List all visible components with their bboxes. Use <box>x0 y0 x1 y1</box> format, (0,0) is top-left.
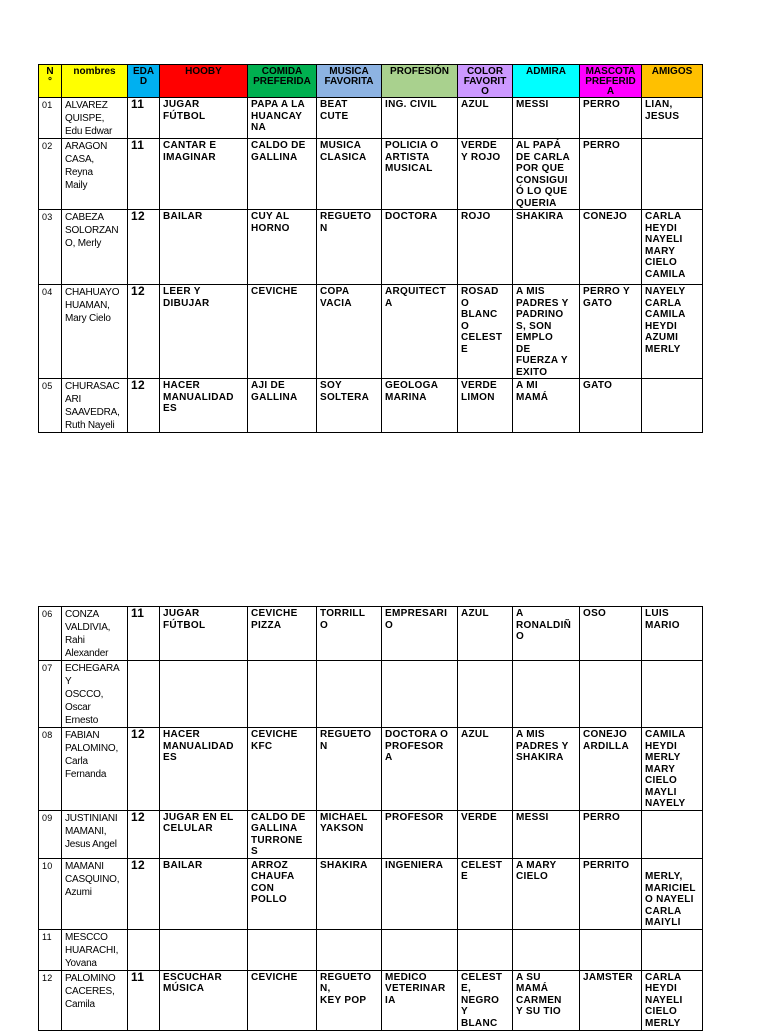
admires-cell: AL PAPÁ DE CARLA POR QUE CONSIGUI Ó LO QUE QUERIA <box>513 139 580 210</box>
music-cell: SOY SOLTERA <box>317 379 382 433</box>
friends-cell: CAMILA HEYDI MERLY MARY CIELO MAYLI NAYELY <box>642 728 703 811</box>
friends-cell <box>642 661 703 728</box>
age-cell: 12 <box>128 379 160 433</box>
friends-cell <box>642 929 703 970</box>
age-cell <box>128 661 160 728</box>
friends-cell <box>642 379 703 433</box>
music-cell: COPA VACIA <box>317 285 382 379</box>
pet-cell <box>580 661 642 728</box>
header-food: COMIDA PREFERIDA <box>248 65 317 98</box>
age-cell: 11 <box>128 970 160 1030</box>
music-cell: REGUETO N <box>317 210 382 285</box>
header-hobby: HOOBY <box>160 65 248 98</box>
pet-cell: PERRITO <box>580 858 642 929</box>
friends-cell: CARLA HEYDI NAYELI MARY CIELO CAMILA <box>642 210 703 285</box>
profession-cell: DOCTORA O PROFESOR A <box>382 728 458 811</box>
color-cell: AZUL <box>458 728 513 811</box>
pet-cell <box>580 929 642 970</box>
pet-cell: JAMSTER <box>580 970 642 1030</box>
music-cell: REGUETO N <box>317 728 382 811</box>
student-name: ARAGON CASA, Reyna Maily <box>62 139 128 210</box>
student-name: CHAHUAYO HUAMAN, Mary Cielo <box>62 285 128 379</box>
students-table-part-1 <box>38 64 703 433</box>
pet-cell: CONEJO <box>580 210 642 285</box>
header-pet: MASCOTA PREFERID A <box>580 65 642 98</box>
admires-cell <box>513 929 580 970</box>
admires-cell: A MIS PADRES Y PADRINO S, SON EMPLO DE FUERZA Y EXITO <box>513 285 580 379</box>
table-row <box>39 728 703 811</box>
header-age: EDA D <box>128 65 160 98</box>
row-number: 02 <box>39 139 62 210</box>
color-cell: AZUL <box>458 98 513 139</box>
row-number: 06 <box>39 607 62 661</box>
student-name: ECHEGARAY OSCCO, Oscar Ernesto <box>62 661 128 728</box>
profession-cell <box>382 661 458 728</box>
student-name: ALVAREZ QUISPE, Edu Edwar <box>62 98 128 139</box>
age-cell: 11 <box>128 607 160 661</box>
music-cell: REGUETO N, KEY POP <box>317 970 382 1030</box>
food-cell: PAPA A LA HUANCAY NA <box>248 98 317 139</box>
music-cell <box>317 929 382 970</box>
table-row <box>39 139 703 210</box>
hobby-cell: CANTAR E IMAGINAR <box>160 139 248 210</box>
pet-cell: PERRO Y GATO <box>580 285 642 379</box>
row-number: 11 <box>39 929 62 970</box>
age-cell: 11 <box>128 139 160 210</box>
music-cell: SHAKIRA <box>317 858 382 929</box>
hobby-cell <box>160 929 248 970</box>
admires-cell: A SU MAMÁ CARMEN Y SU TIO <box>513 970 580 1030</box>
profession-cell: ARQUITECT A <box>382 285 458 379</box>
admires-cell: A MIS PADRES Y SHAKIRA <box>513 728 580 811</box>
profession-cell: MEDICO VETERINAR IA <box>382 970 458 1030</box>
table-row <box>39 98 703 139</box>
admires-cell: A MARY CIELO <box>513 858 580 929</box>
pet-cell: PERRO <box>580 98 642 139</box>
pet-cell: OSO <box>580 607 642 661</box>
friends-cell: NAYELY CARLA CAMILA HEYDI AZUMI MERLY <box>642 285 703 379</box>
hobby-cell: BAILAR <box>160 858 248 929</box>
music-cell: MICHAEL YAKSON <box>317 810 382 858</box>
row-number: 09 <box>39 810 62 858</box>
age-cell <box>128 929 160 970</box>
color-cell: ROJO <box>458 210 513 285</box>
table-row <box>39 929 703 970</box>
profession-cell: POLICIA O ARTISTA MUSICAL <box>382 139 458 210</box>
table-row <box>39 661 703 728</box>
friends-cell: LUIS MARIO <box>642 607 703 661</box>
admires-cell: A RONALDIÑ O <box>513 607 580 661</box>
row-number: 12 <box>39 970 62 1030</box>
header-names: nombres <box>62 65 128 98</box>
pet-cell: PERRO <box>580 810 642 858</box>
pet-cell: PERRO <box>580 139 642 210</box>
admires-cell: A MI MAMÁ <box>513 379 580 433</box>
profession-cell: EMPRESARI O <box>382 607 458 661</box>
student-name: CONZA VALDIVIA, Rahi Alexander <box>62 607 128 661</box>
color-cell: VERDE Y ROJO <box>458 139 513 210</box>
music-cell <box>317 661 382 728</box>
header-profession: PROFESIÓN <box>382 65 458 98</box>
hobby-cell: JUGAR FÚTBOL <box>160 607 248 661</box>
admires-cell: MESSI <box>513 810 580 858</box>
color-cell <box>458 929 513 970</box>
table-row <box>39 858 703 929</box>
music-cell: MUSICA CLASICA <box>317 139 382 210</box>
student-name: CABEZA SOLORZAN O, Merly <box>62 210 128 285</box>
student-name: CHURASAC ARI SAAVEDRA, Ruth Nayeli <box>62 379 128 433</box>
age-cell: 12 <box>128 285 160 379</box>
color-cell <box>458 661 513 728</box>
friends-cell: LIAN, JESUS <box>642 98 703 139</box>
profession-cell: GEOLOGA MARINA <box>382 379 458 433</box>
color-cell: VERDE <box>458 810 513 858</box>
row-number: 07 <box>39 661 62 728</box>
table-row <box>39 285 703 379</box>
student-name: MESCCO HUARACHI, Yovana <box>62 929 128 970</box>
pet-cell: GATO <box>580 379 642 433</box>
admires-cell: MESSI <box>513 98 580 139</box>
profession-cell: PROFESOR <box>382 810 458 858</box>
profession-cell: ING. CIVIL <box>382 98 458 139</box>
color-cell: VERDE LIMON <box>458 379 513 433</box>
header-number: N ° <box>39 65 62 98</box>
row-number: 08 <box>39 728 62 811</box>
age-cell: 12 <box>128 728 160 811</box>
pet-cell: CONEJO ARDILLA <box>580 728 642 811</box>
table-row <box>39 379 703 433</box>
food-cell: CALDO DE GALLINA TURRONE S <box>248 810 317 858</box>
student-name: PALOMINO CACERES, Camila <box>62 970 128 1030</box>
music-cell: TORRILL O <box>317 607 382 661</box>
table-row <box>39 810 703 858</box>
admires-cell <box>513 661 580 728</box>
food-cell: CEVICHE KFC <box>248 728 317 811</box>
admires-cell: SHAKIRA <box>513 210 580 285</box>
age-cell: 12 <box>128 858 160 929</box>
student-name: FABIAN PALOMINO, Carla Fernanda <box>62 728 128 811</box>
table-row <box>39 210 703 285</box>
hobby-cell: HACER MANUALIDAD ES <box>160 728 248 811</box>
friends-cell: CARLA HEYDI NAYELI CIELO MERLY <box>642 970 703 1030</box>
food-cell: CEVICHE <box>248 970 317 1030</box>
food-cell: CEVICHE <box>248 285 317 379</box>
hobby-cell: JUGAR FÚTBOL <box>160 98 248 139</box>
row-number: 10 <box>39 858 62 929</box>
row-number: 03 <box>39 210 62 285</box>
profession-cell: DOCTORA <box>382 210 458 285</box>
food-cell <box>248 661 317 728</box>
hobby-cell: ESCUCHAR MÚSICA <box>160 970 248 1030</box>
hobby-cell: LEER Y DIBUJAR <box>160 285 248 379</box>
food-cell: AJI DE GALLINA <box>248 379 317 433</box>
age-cell: 12 <box>128 810 160 858</box>
header-color: COLOR FAVORIT O <box>458 65 513 98</box>
music-cell: BEAT CUTE <box>317 98 382 139</box>
color-cell: ROSAD O BLANC O CELEST E <box>458 285 513 379</box>
food-cell: CEVICHE PIZZA <box>248 607 317 661</box>
profession-cell <box>382 929 458 970</box>
color-cell: AZUL <box>458 607 513 661</box>
food-cell: ARROZ CHAUFA CON POLLO <box>248 858 317 929</box>
hobby-cell: JUGAR EN EL CELULAR <box>160 810 248 858</box>
row-number: 01 <box>39 98 62 139</box>
row-number: 04 <box>39 285 62 379</box>
age-cell: 11 <box>128 98 160 139</box>
header-admires: ADMIRA <box>513 65 580 98</box>
color-cell: CELEST E <box>458 858 513 929</box>
friends-cell <box>642 139 703 210</box>
food-cell: CALDO DE GALLINA <box>248 139 317 210</box>
student-name: MAMANI CASQUINO, Azumi <box>62 858 128 929</box>
row-number: 05 <box>39 379 62 433</box>
header-row <box>39 65 703 98</box>
food-cell <box>248 929 317 970</box>
color-cell: CELEST E, NEGRO Y BLANC <box>458 970 513 1030</box>
friends-cell: MERLY, MARICIEL O NAYELI CARLA MAIYLI <box>642 858 703 929</box>
profession-cell: INGENIERA <box>382 858 458 929</box>
food-cell: CUY AL HORNO <box>248 210 317 285</box>
table-row <box>39 970 703 1030</box>
table-row <box>39 607 703 661</box>
students-table-part-2 <box>38 606 703 1031</box>
hobby-cell <box>160 661 248 728</box>
hobby-cell: BAILAR <box>160 210 248 285</box>
student-name: JUSTINIANI MAMANI, Jesus Angel <box>62 810 128 858</box>
age-cell: 12 <box>128 210 160 285</box>
header-friends: AMIGOS <box>642 65 703 98</box>
hobby-cell: HACER MANUALIDAD ES <box>160 379 248 433</box>
header-music: MUSICA FAVORITA <box>317 65 382 98</box>
friends-cell <box>642 810 703 858</box>
